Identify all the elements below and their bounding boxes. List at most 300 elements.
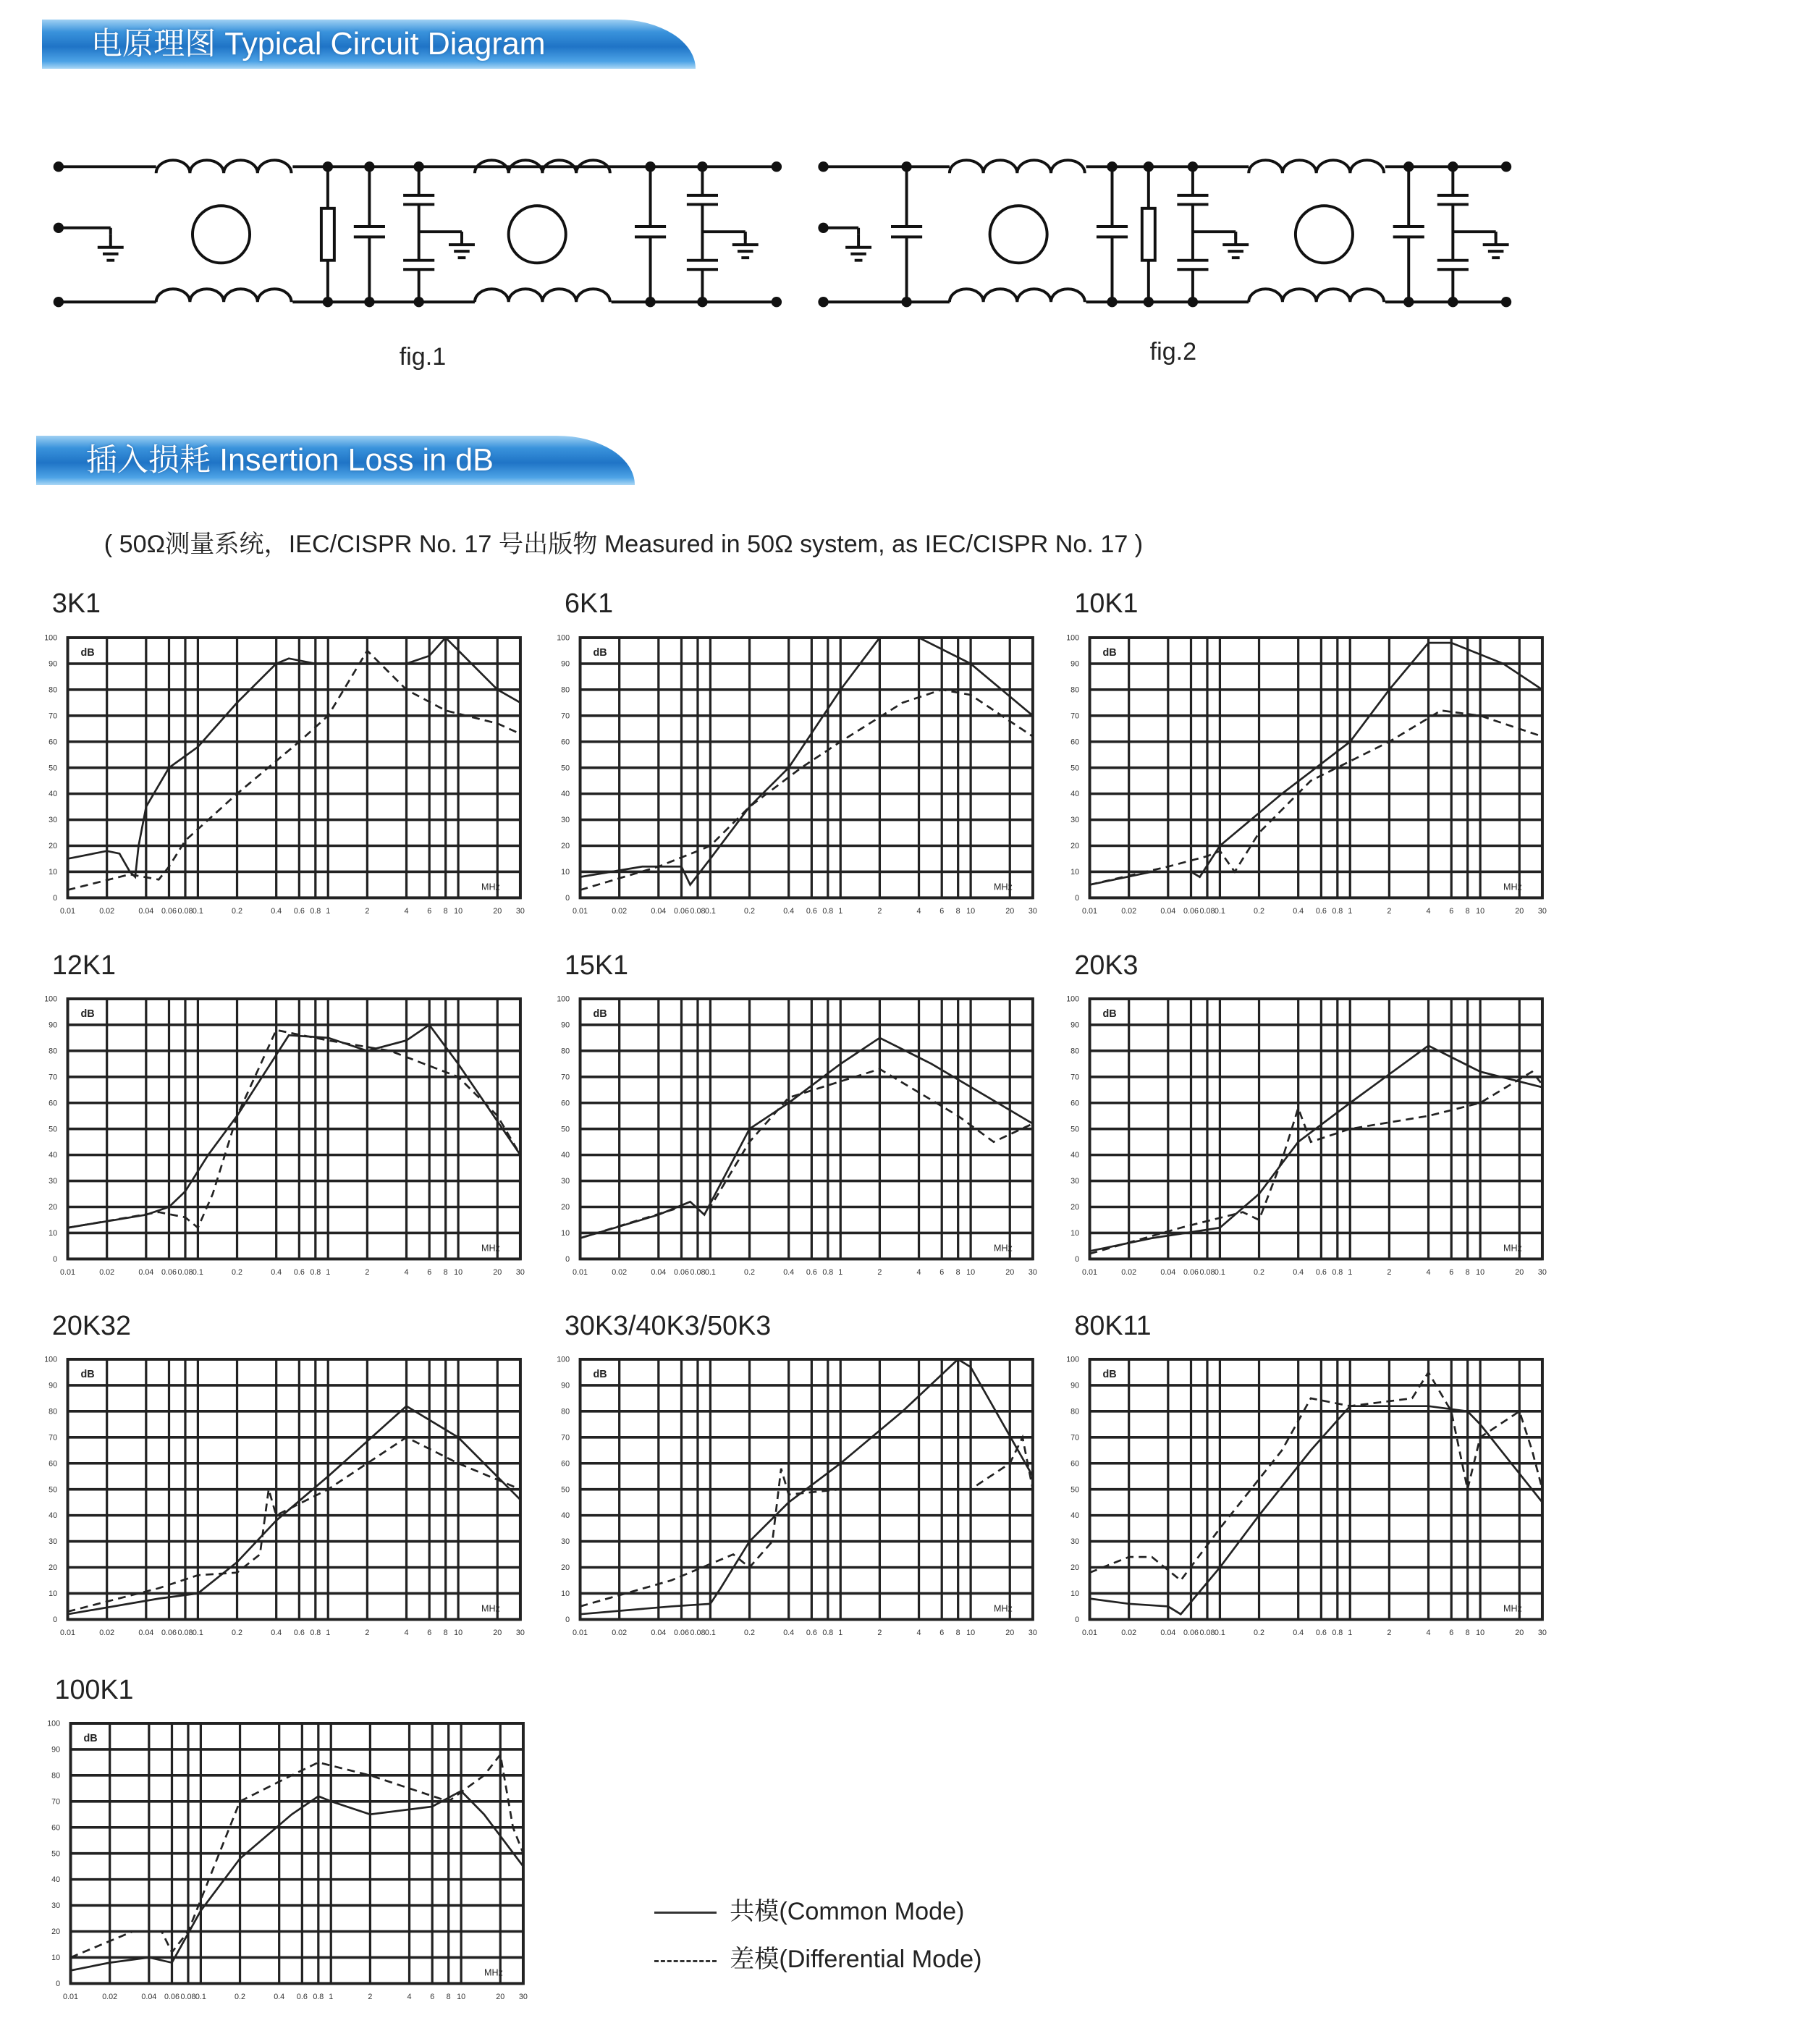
chart-80k11 — [1061, 1309, 1555, 1648]
x-tick-label: 0.1 — [195, 1993, 206, 2002]
x-tick-label: 30 — [515, 1268, 525, 1278]
legend-label: 共模(Common Mode) — [730, 1897, 965, 1925]
x-tick-label: 30 — [515, 1628, 525, 1637]
x-tick-label: 10 — [454, 1268, 463, 1278]
x-tick-label: 0.4 — [783, 906, 795, 916]
y-tick-label: 100 — [44, 994, 58, 1004]
chart-title: 3K1 — [51, 588, 101, 619]
y-tick-label: 30 — [1070, 1177, 1080, 1186]
y-tick-label: 0 — [53, 893, 58, 903]
x-axis-unit: MHz — [993, 1243, 1013, 1254]
y-tick-label: 50 — [48, 1125, 58, 1134]
y-axis-unit: dB — [1102, 1369, 1118, 1381]
y-tick-label: 90 — [1070, 1381, 1080, 1390]
chart-plot — [39, 625, 533, 926]
chart-title: 6K1 — [564, 588, 614, 619]
y-axis-unit: dB — [593, 646, 607, 659]
y-tick-label: 60 — [51, 1823, 60, 1833]
series-line-differential-mode — [580, 689, 1033, 890]
y-tick-label: 70 — [1070, 1073, 1080, 1082]
y-tick-label: 70 — [48, 711, 58, 720]
x-tick-label: 4 — [1426, 1268, 1431, 1278]
chart-15k1 — [552, 949, 1046, 1288]
y-tick-label: 80 — [48, 1407, 58, 1416]
x-axis-unit: MHz — [481, 1603, 500, 1614]
x-tick-label: 8 — [443, 1628, 448, 1637]
y-tick-label: 60 — [48, 1459, 58, 1469]
y-tick-label: 50 — [1070, 763, 1080, 772]
series-line-common-mode — [580, 638, 1033, 884]
x-tick-label: 0.01 — [573, 1268, 588, 1278]
dashed-line-icon — [654, 1960, 717, 1962]
x-tick-label: 30 — [515, 906, 525, 916]
series-line-common-mode — [580, 1359, 1033, 1614]
y-tick-label: 40 — [1070, 789, 1080, 798]
y-tick-label: 20 — [48, 1563, 58, 1573]
y-tick-label: 20 — [1070, 1203, 1080, 1212]
x-tick-label: 20 — [1515, 906, 1524, 916]
x-tick-label: 2 — [367, 1993, 372, 2002]
y-tick-label: 40 — [48, 1511, 58, 1521]
x-tick-label: 0.08 — [1199, 1628, 1215, 1637]
x-tick-label: 0.06 — [161, 1268, 177, 1278]
series-line-differential-mode — [1090, 1072, 1542, 1254]
y-tick-label: 80 — [1070, 1407, 1080, 1416]
x-tick-label: 6 — [939, 1268, 945, 1278]
x-tick-label: 0.04 — [140, 1993, 156, 2002]
x-tick-label: 0.8 — [1332, 1628, 1343, 1637]
x-tick-label: 0.06 — [673, 906, 689, 916]
solid-line-icon — [654, 1912, 717, 1914]
x-tick-label: 20 — [1005, 1628, 1015, 1637]
x-tick-label: 0.8 — [310, 906, 321, 916]
y-tick-label: 80 — [48, 685, 58, 695]
y-tick-label: 70 — [1070, 711, 1080, 720]
x-tick-label: 0.4 — [271, 906, 282, 916]
x-tick-label: 0.8 — [1332, 1268, 1343, 1278]
x-tick-label: 0.1 — [192, 1628, 203, 1637]
x-tick-label: 0.4 — [783, 1628, 795, 1637]
x-tick-label: 0.1 — [704, 906, 716, 916]
x-tick-label: 0.1 — [1215, 1628, 1226, 1637]
x-tick-label: 0.2 — [234, 1993, 245, 2002]
y-tick-label: 0 — [565, 1255, 570, 1264]
y-tick-label: 100 — [557, 994, 570, 1004]
x-tick-label: 1 — [838, 1268, 843, 1278]
chart-plot — [552, 986, 1046, 1288]
x-tick-label: 0.04 — [1160, 1268, 1176, 1278]
x-tick-label: 0.4 — [1293, 1268, 1304, 1278]
y-axis-unit: dB — [1102, 646, 1118, 659]
x-tick-label: 0.8 — [822, 906, 834, 916]
x-tick-label: 6 — [429, 1993, 434, 2002]
x-tick-label: 20 — [493, 906, 502, 916]
x-tick-label: 0.4 — [1293, 1628, 1304, 1637]
x-tick-label: 0.01 — [62, 1993, 78, 2002]
y-tick-label: 30 — [48, 1537, 58, 1547]
x-tick-label: 8 — [955, 1628, 960, 1637]
y-tick-label: 10 — [561, 867, 570, 877]
x-tick-label: 0.04 — [138, 1268, 154, 1278]
section-header-insertion-loss — [36, 436, 635, 485]
x-tick-label: 0.02 — [99, 1268, 115, 1278]
x-tick-label: 0.1 — [192, 906, 203, 916]
x-tick-label: 0.01 — [1082, 1628, 1098, 1637]
x-tick-label: 10 — [966, 1628, 976, 1637]
section-title: 电原理图 Typical Circuit Diagram — [90, 26, 546, 62]
x-tick-label: 4 — [404, 1628, 409, 1637]
y-tick-label: 40 — [561, 1151, 570, 1160]
x-tick-label: 0.08 — [1199, 1268, 1215, 1278]
x-tick-label: 4 — [1426, 1628, 1431, 1637]
x-axis-unit: MHz — [1503, 1603, 1523, 1614]
x-tick-label: 8 — [443, 1268, 448, 1278]
x-tick-label: 6 — [939, 906, 945, 916]
y-tick-label: 50 — [48, 763, 58, 772]
x-tick-label: 0.01 — [1082, 1268, 1098, 1278]
x-tick-label: 0.02 — [612, 1628, 628, 1637]
y-tick-label: 10 — [48, 1589, 58, 1599]
y-tick-label: 100 — [1066, 1355, 1080, 1364]
x-tick-label: 0.4 — [271, 1628, 282, 1637]
x-tick-label: 10 — [1476, 1268, 1485, 1278]
y-tick-label: 90 — [48, 1381, 58, 1390]
x-tick-label: 0.2 — [231, 1628, 242, 1637]
x-tick-label: 0.06 — [161, 906, 177, 916]
y-tick-label: 60 — [48, 737, 58, 746]
y-tick-label: 70 — [561, 1073, 570, 1082]
x-tick-label: 0.02 — [612, 906, 628, 916]
y-tick-label: 40 — [48, 1151, 58, 1160]
y-tick-label: 100 — [557, 633, 570, 643]
chart-plot — [1061, 986, 1555, 1288]
chart-plot — [39, 986, 533, 1288]
y-tick-label: 30 — [51, 1901, 60, 1911]
y-tick-label: 70 — [1070, 1433, 1080, 1443]
y-tick-label: 50 — [561, 763, 570, 772]
chart-title: 100K1 — [54, 1673, 134, 1705]
chart-plot — [552, 625, 1046, 926]
chart-title: 15K1 — [564, 949, 629, 980]
chart-12k1 — [39, 949, 533, 1288]
y-tick-label: 80 — [561, 1047, 570, 1056]
x-tick-label: 1 — [1348, 906, 1353, 916]
x-tick-label: 30 — [1028, 906, 1037, 916]
y-tick-label: 30 — [48, 815, 58, 824]
y-axis-unit: dB — [80, 646, 95, 659]
x-tick-label: 0.01 — [573, 1628, 588, 1637]
y-tick-label: 10 — [51, 1954, 60, 1963]
y-tick-label: 80 — [1070, 685, 1080, 695]
x-tick-label: 1 — [326, 1628, 331, 1637]
x-tick-label: 4 — [1426, 906, 1431, 916]
x-tick-label: 20 — [1005, 1268, 1015, 1278]
y-tick-label: 10 — [1070, 867, 1080, 877]
y-tick-label: 90 — [561, 659, 570, 669]
x-tick-label: 20 — [1515, 1268, 1524, 1278]
x-tick-label: 0.02 — [101, 1993, 117, 2002]
x-tick-label: 6 — [1449, 906, 1454, 916]
y-tick-label: 40 — [1070, 1511, 1080, 1521]
x-tick-label: 0.06 — [161, 1628, 177, 1637]
y-tick-label: 70 — [48, 1433, 58, 1443]
x-tick-label: 2 — [365, 906, 370, 916]
x-tick-label: 0.6 — [1316, 906, 1327, 916]
x-tick-label: 20 — [1515, 1628, 1524, 1637]
x-tick-label: 8 — [1466, 1268, 1471, 1278]
x-tick-label: 0.08 — [177, 1628, 193, 1637]
x-axis-unit: MHz — [1503, 1243, 1523, 1254]
y-tick-label: 50 — [561, 1485, 570, 1495]
x-tick-label: 4 — [404, 906, 409, 916]
y-tick-label: 50 — [1070, 1485, 1080, 1495]
x-tick-label: 2 — [877, 1268, 882, 1278]
y-tick-label: 30 — [1070, 1537, 1080, 1547]
y-tick-label: 80 — [561, 1407, 570, 1416]
legend-differential-mode — [654, 1939, 982, 1975]
x-tick-label: 0.1 — [192, 1268, 203, 1278]
section-header-circuit — [42, 20, 696, 69]
x-tick-label: 1 — [838, 1628, 843, 1637]
x-tick-label: 0.6 — [806, 1268, 817, 1278]
y-tick-label: 40 — [48, 789, 58, 798]
x-tick-label: 0.8 — [1332, 906, 1343, 916]
figure-1-circuit — [54, 160, 782, 307]
x-tick-label: 0.2 — [744, 1268, 755, 1278]
y-tick-label: 0 — [53, 1615, 58, 1624]
x-tick-label: 0.04 — [651, 906, 667, 916]
x-tick-label: 8 — [443, 906, 448, 916]
y-axis-unit: dB — [593, 1008, 607, 1021]
x-tick-label: 20 — [495, 1993, 504, 2002]
legend-common-mode — [654, 1891, 964, 1927]
x-tick-label: 1 — [838, 906, 843, 916]
x-tick-label: 6 — [1449, 1268, 1454, 1278]
y-tick-label: 50 — [48, 1485, 58, 1495]
x-tick-label: 0.08 — [690, 1628, 706, 1637]
y-tick-label: 20 — [48, 841, 58, 850]
x-tick-label: 0.8 — [310, 1628, 321, 1637]
y-tick-label: 20 — [561, 841, 570, 850]
y-axis-unit: dB — [593, 1369, 607, 1381]
x-tick-label: 1 — [1348, 1268, 1353, 1278]
circuit-diagrams — [0, 130, 1561, 352]
y-tick-label: 20 — [48, 1203, 58, 1212]
x-tick-label: 10 — [1476, 1628, 1485, 1637]
y-axis-unit: dB — [83, 1733, 98, 1745]
y-tick-label: 70 — [561, 1433, 570, 1443]
x-axis-unit: MHz — [993, 1603, 1013, 1614]
x-tick-label: 0.8 — [822, 1628, 834, 1637]
y-tick-label: 80 — [51, 1771, 60, 1781]
y-tick-label: 0 — [1075, 893, 1080, 903]
x-tick-label: 4 — [404, 1268, 409, 1278]
y-tick-label: 10 — [561, 1589, 570, 1599]
x-tick-label: 0.04 — [138, 1628, 154, 1637]
figure-2-label: fig.2 — [1149, 338, 1197, 366]
y-tick-label: 0 — [565, 893, 570, 903]
y-tick-label: 70 — [51, 1797, 60, 1807]
y-tick-label: 60 — [561, 1099, 570, 1108]
x-tick-label: 0.2 — [1254, 906, 1265, 916]
series-line-differential-mode — [67, 651, 520, 890]
chart-20k32 — [39, 1309, 533, 1648]
x-tick-label: 2 — [877, 906, 882, 916]
series-line-common-mode — [67, 638, 520, 877]
y-tick-label: 90 — [1070, 659, 1080, 669]
x-tick-label: 2 — [877, 1628, 882, 1637]
x-tick-label: 4 — [916, 1268, 921, 1278]
y-tick-label: 50 — [561, 1125, 570, 1134]
y-tick-label: 30 — [1070, 815, 1080, 824]
y-tick-label: 0 — [1075, 1255, 1080, 1264]
x-tick-label: 0.06 — [1183, 1628, 1199, 1637]
y-axis-unit: dB — [80, 1008, 95, 1021]
y-tick-label: 10 — [561, 1229, 570, 1238]
y-tick-label: 10 — [48, 867, 58, 877]
y-tick-label: 60 — [561, 1459, 570, 1469]
y-tick-label: 20 — [1070, 1563, 1080, 1573]
x-tick-label: 30 — [1538, 1268, 1547, 1278]
chart-30k3-40k3-50k3 — [552, 1309, 1046, 1648]
x-tick-label: 1 — [326, 1268, 331, 1278]
y-tick-label: 40 — [51, 1875, 60, 1885]
x-tick-label: 0.08 — [690, 1268, 706, 1278]
y-tick-label: 10 — [1070, 1229, 1080, 1238]
x-tick-label: 0.01 — [59, 906, 75, 916]
y-tick-label: 60 — [1070, 1099, 1080, 1108]
figure-2-circuit — [818, 160, 1511, 307]
y-tick-label: 0 — [53, 1255, 58, 1264]
x-tick-label: 0.02 — [1121, 1268, 1137, 1278]
x-tick-label: 10 — [454, 1628, 463, 1637]
x-tick-label: 0.4 — [271, 1268, 282, 1278]
section-title: 插入损耗 Insertion Loss in dB — [85, 443, 494, 478]
y-tick-label: 90 — [561, 1381, 570, 1390]
chart-3k1 — [39, 588, 533, 926]
x-tick-label: 2 — [365, 1628, 370, 1637]
x-tick-label: 30 — [1028, 1268, 1037, 1278]
y-tick-label: 60 — [561, 737, 570, 746]
series-line-differential-mode — [1090, 1372, 1542, 1581]
y-tick-label: 20 — [561, 1203, 570, 1212]
x-tick-label: 0.2 — [744, 906, 755, 916]
chart-plot — [42, 1710, 536, 2012]
x-tick-label: 8 — [955, 1268, 960, 1278]
y-tick-label: 60 — [1070, 1459, 1080, 1469]
y-tick-label: 0 — [55, 1980, 60, 1989]
x-tick-label: 8 — [1466, 1628, 1471, 1637]
y-tick-label: 100 — [44, 1355, 58, 1364]
x-tick-label: 6 — [939, 1628, 945, 1637]
x-tick-label: 10 — [454, 906, 463, 916]
x-tick-label: 6 — [1449, 1628, 1454, 1637]
chart-plot — [552, 1346, 1046, 1648]
x-tick-label: 0.6 — [293, 906, 305, 916]
x-tick-label: 4 — [916, 1628, 921, 1637]
x-tick-label: 0.1 — [1215, 906, 1226, 916]
y-tick-label: 90 — [561, 1021, 570, 1030]
y-tick-label: 90 — [48, 1021, 58, 1030]
x-tick-label: 0.06 — [673, 1268, 689, 1278]
chart-plot — [1061, 1346, 1555, 1648]
x-tick-label: 0.04 — [651, 1268, 667, 1278]
y-axis-unit: dB — [1102, 1008, 1118, 1021]
x-tick-label: 0.02 — [612, 1268, 628, 1278]
x-tick-label: 0.01 — [59, 1268, 75, 1278]
y-tick-label: 100 — [1066, 633, 1080, 643]
x-tick-label: 0.8 — [822, 1268, 834, 1278]
y-tick-label: 100 — [46, 1719, 60, 1728]
x-tick-label: 1 — [328, 1993, 333, 2002]
x-tick-label: 0.06 — [673, 1628, 689, 1637]
x-tick-label: 0.6 — [293, 1628, 305, 1637]
x-tick-label: 0.02 — [1121, 906, 1137, 916]
x-tick-label: 0.2 — [231, 906, 242, 916]
chart-title: 30K3/40K3/50K3 — [564, 1309, 772, 1340]
x-tick-label: 6 — [427, 906, 432, 916]
x-tick-label: 0.08 — [180, 1993, 195, 2002]
x-tick-label: 0.01 — [1082, 906, 1098, 916]
x-tick-label: 0.01 — [59, 1628, 75, 1637]
x-tick-label: 30 — [518, 1993, 528, 2002]
x-tick-label: 1 — [1348, 1628, 1353, 1637]
y-tick-label: 50 — [51, 1849, 60, 1859]
chart-title: 80K11 — [1074, 1309, 1152, 1340]
x-tick-label: 0.04 — [1160, 906, 1176, 916]
y-tick-label: 30 — [561, 1537, 570, 1547]
chart-100k1 — [42, 1673, 536, 2012]
x-tick-label: 0.06 — [1183, 1268, 1199, 1278]
x-tick-label: 0.6 — [806, 906, 817, 916]
chart-plot — [1061, 625, 1555, 926]
x-tick-label: 0.02 — [99, 906, 115, 916]
x-tick-label: 0.8 — [312, 1993, 324, 2002]
y-tick-label: 80 — [561, 685, 570, 695]
x-tick-label: 8 — [955, 906, 960, 916]
y-tick-label: 20 — [1070, 841, 1080, 850]
y-tick-label: 20 — [51, 1927, 60, 1937]
x-tick-label: 0.1 — [704, 1268, 716, 1278]
y-tick-label: 0 — [565, 1615, 570, 1624]
x-tick-label: 6 — [427, 1268, 432, 1278]
x-tick-label: 0.4 — [273, 1993, 284, 2002]
x-tick-label: 0.02 — [1121, 1628, 1137, 1637]
x-tick-label: 0.2 — [744, 1628, 755, 1637]
x-tick-label: 20 — [1005, 906, 1015, 916]
chart-title: 20K3 — [1074, 949, 1139, 980]
x-axis-unit: MHz — [481, 882, 500, 892]
x-tick-label: 2 — [1387, 906, 1392, 916]
x-tick-label: 0.08 — [690, 906, 706, 916]
x-tick-label: 1 — [326, 906, 331, 916]
chart-10k1 — [1061, 588, 1555, 926]
x-tick-label: 30 — [1028, 1628, 1037, 1637]
x-tick-label: 2 — [365, 1268, 370, 1278]
x-tick-label: 0.02 — [99, 1628, 115, 1637]
x-tick-label: 0.6 — [1316, 1268, 1327, 1278]
y-tick-label: 70 — [48, 1073, 58, 1082]
chart-plot — [39, 1346, 533, 1648]
y-tick-label: 60 — [48, 1099, 58, 1108]
x-tick-label: 0.6 — [806, 1628, 817, 1637]
y-tick-label: 70 — [561, 711, 570, 720]
x-tick-label: 0.06 — [164, 1993, 180, 2002]
legend-label: 差模(Differential Mode) — [730, 1946, 982, 1974]
x-axis-unit: MHz — [483, 1967, 503, 1978]
y-tick-label: 10 — [1070, 1589, 1080, 1599]
x-tick-label: 0.8 — [310, 1268, 321, 1278]
